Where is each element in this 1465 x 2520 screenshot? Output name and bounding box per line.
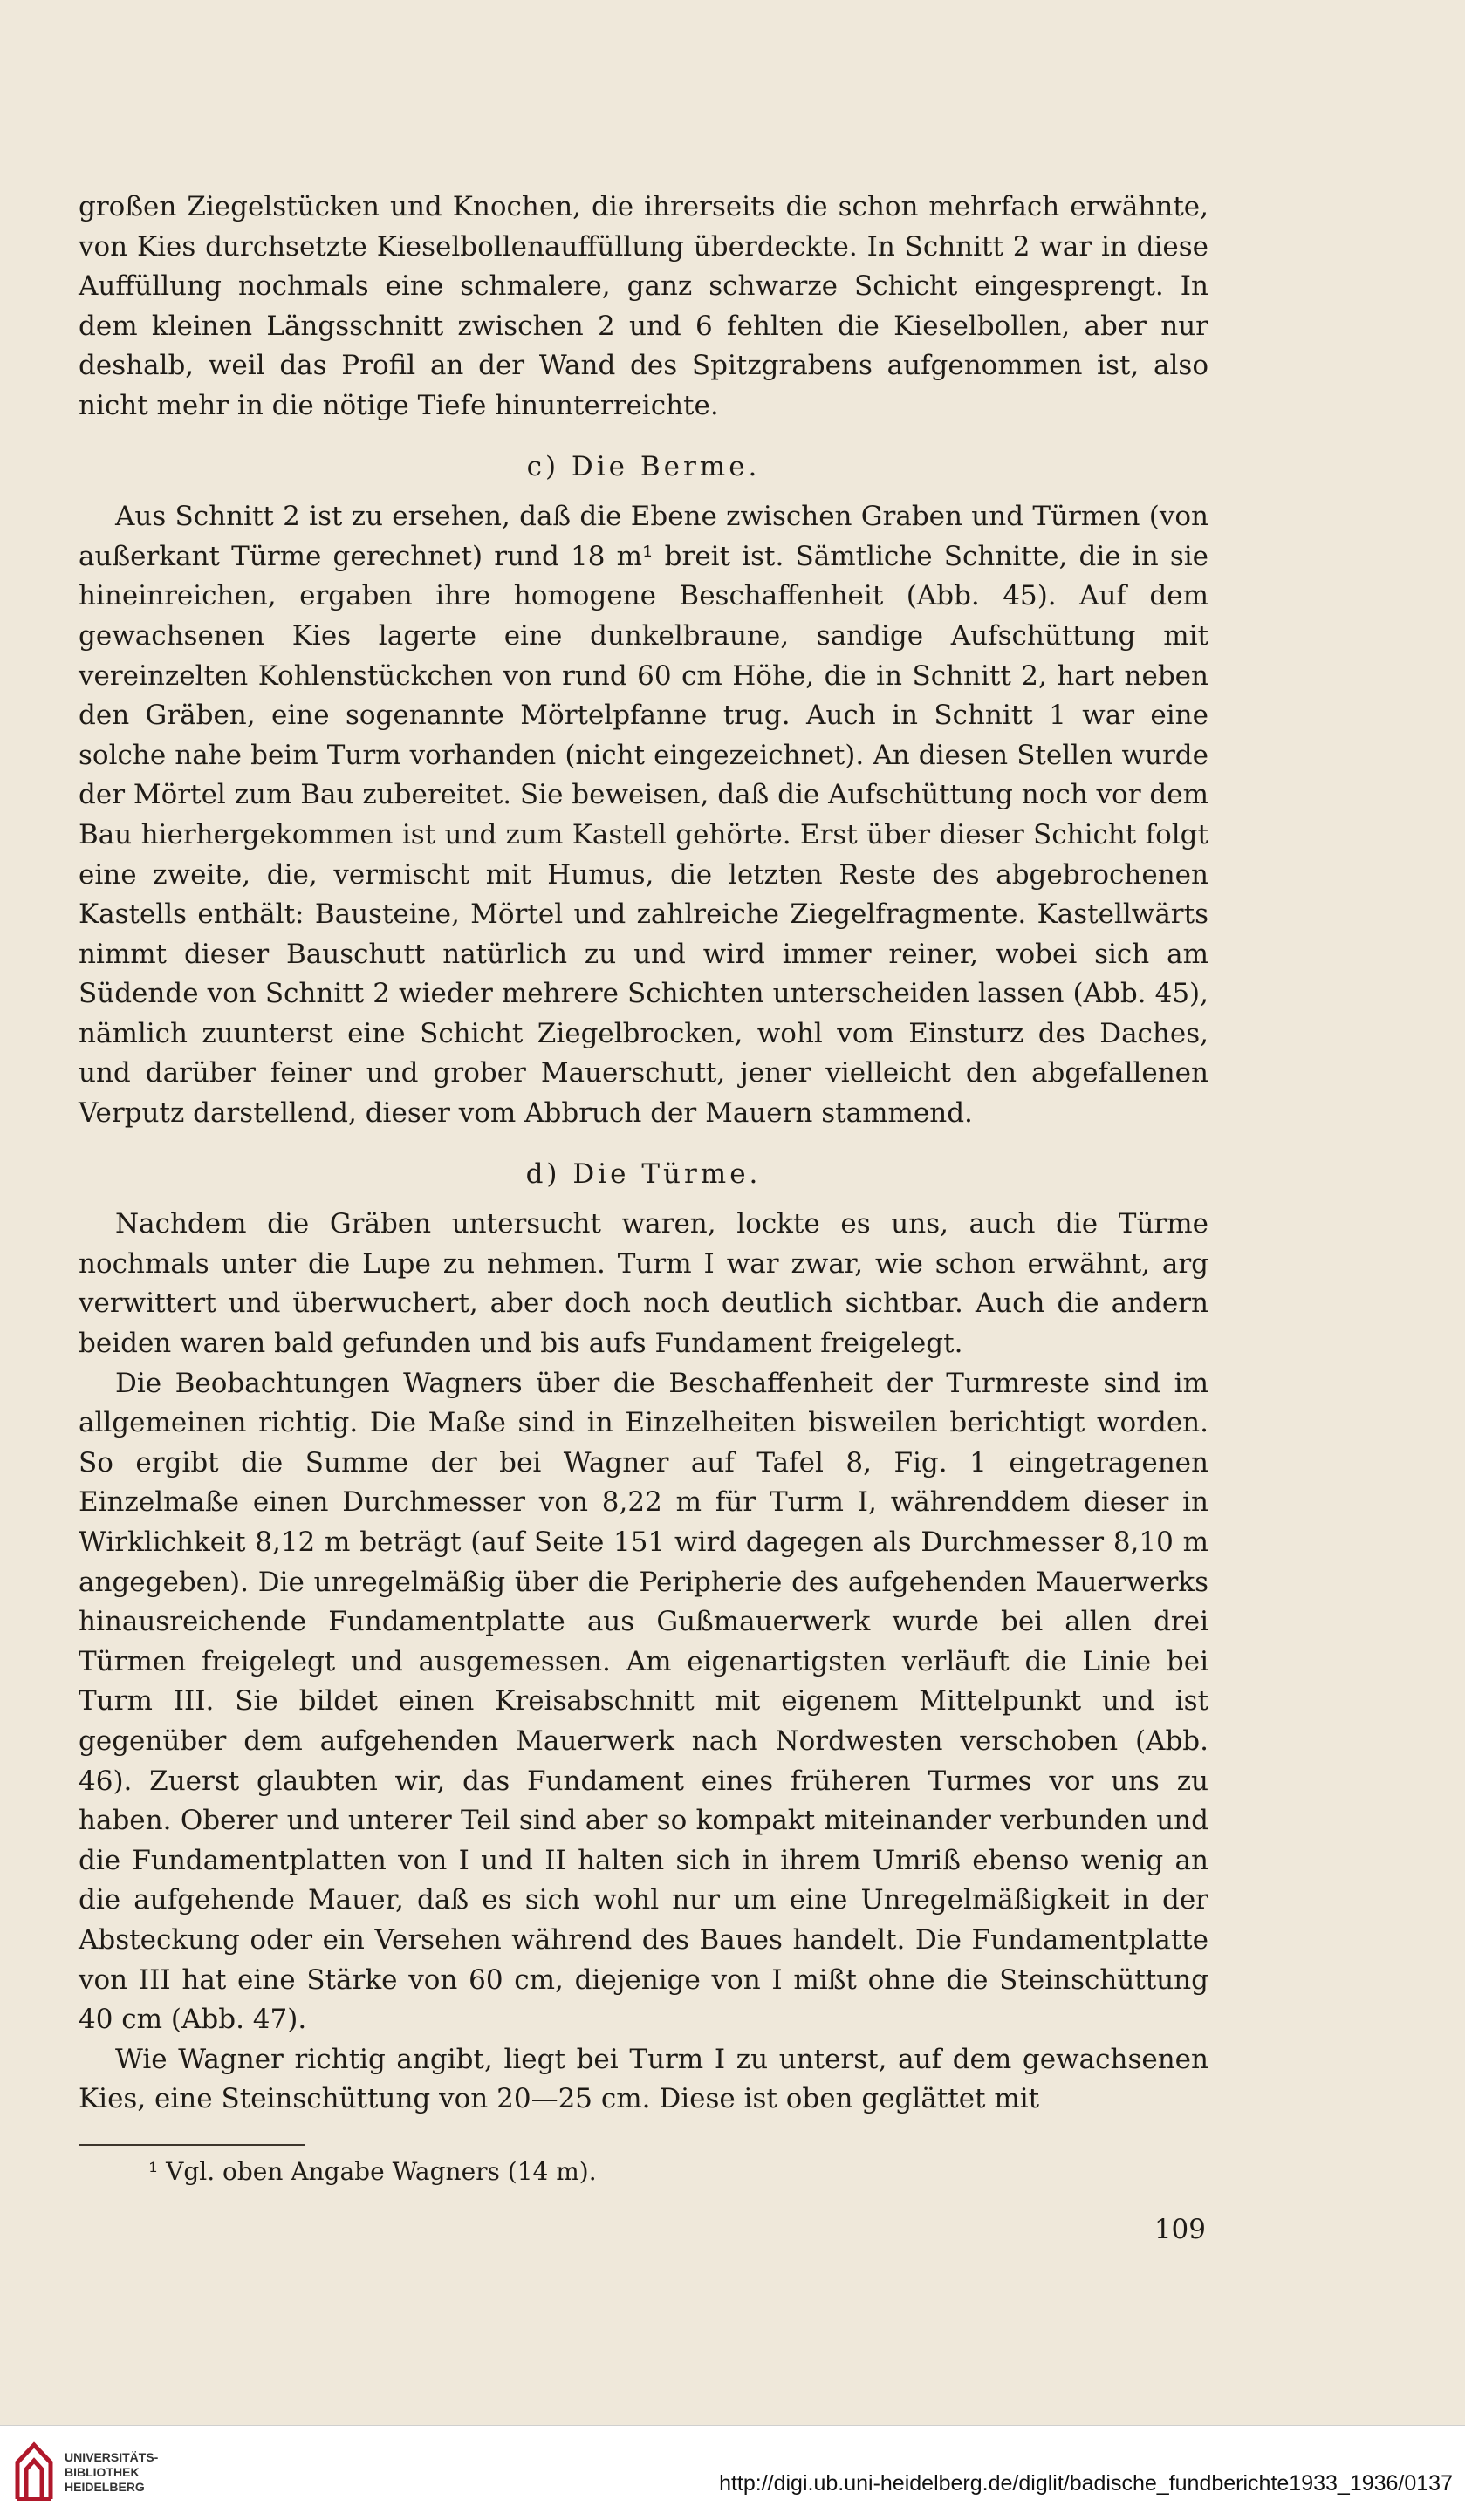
library-name-line-2: BIBLIOTHEK	[65, 2465, 140, 2479]
tuerme-paragraph-1: Nachdem die Gräben untersucht waren, lockte es uns, auch die Türme nochmals unter die Lupe zu nehmen. Turm I war zwar, wie schon erwähnt, arg verwittert und überwuchert, aber doch noch deutlich sichtbar. Auch die andern beiden waren bald gefunden und bis aufs Fundament freigelegt.	[79, 1208, 1208, 1360]
university-library-logo-icon	[14, 2441, 54, 2503]
library-name	[65, 2450, 158, 2495]
library-name-line-1: UNIVERSITÄTS-	[65, 2450, 159, 2464]
section-heading-berme: c) Die Berme.	[526, 450, 761, 482]
footnote-rule	[79, 2144, 305, 2146]
source-url-link[interactable]: http://digi.ub.uni-heidelberg.de/diglit/badische_fundberichte1933_1936/0137	[719, 2471, 1453, 2496]
digital-library-footer	[0, 2425, 1465, 2520]
intro-paragraph: großen Ziegelstücken und Knochen, die ihrerseits die schon mehrfach erwähnte, von Kies durchsetzte Kieselbollenauffüllung überdeckte. In Schnitt 2 war in diese Auffüllung nochmals eine schmalere, ganz schwarze Schicht eingesprengt. In dem kleinen Längsschnitt zwischen 2 und 6 fehlten die Kieselbollen, aber nur deshalb, weil das Profil an der Wand des Spitzgrabens aufgenommen ist, also nicht mehr in die nötige Tiefe hinunterreichte.	[79, 191, 1208, 421]
body-text	[79, 188, 1208, 2189]
footnote: ¹ Vgl. oben Angabe Wagners (14 m).	[148, 2156, 597, 2186]
tuerme-paragraph-3: Wie Wagner richtig angibt, liegt bei Turm I zu unterst, auf dem gewachsenen Kies, eine Steinschüttung von 20—25 cm. Diese ist oben geglättet mit	[79, 2043, 1208, 2115]
library-name-line-3: HEIDELBERG	[65, 2480, 145, 2494]
section-heading-tuerme: d) Die Türme.	[525, 1158, 762, 1190]
page-number: 109	[1154, 2214, 1206, 2245]
tuerme-paragraph-2: Die Beobachtungen Wagners über die Beschaffenheit der Turmreste sind im allgemeinen richtig. Die Maße sind in Einzelheiten bisweilen berichtigt worden. So ergibt die Summe der bei Wagner auf Tafel 8, Fig. 1 eingetragenen Einzelmaße einen Durchmesser von 8,22 m für Turm I, währenddem dieser in Wirklichkeit 8,12 m beträgt (auf Seite 151 wird dagegen als Durchmesser 8,10 m angegeben). Die unregelmäßig über die Peripherie des aufgehenden Mauerwerks hinausreichende Fundamentplatte aus Gußmauerwerk wurde bei allen drei Türmen freigelegt und ausgemessen. Am eigenartigsten verläuft die Linie bei Turm III. Sie bildet einen Kreisabschnitt mit eigenem Mittelpunkt und ist gegenüber dem aufgehenden Mauerwerk nach Nordwesten verschoben (Abb. 46). Zuerst glaubten wir, das Fundament eines früheren Turmes vor uns zu haben. Oberer und unterer Teil sind aber so kompakt miteinander verbunden und die Fundamentplatten von I und II halten sich in ihrem Umriß ebenso wenig an die aufgehende Mauer, daß es sich wohl nur um eine Unregelmäßigkeit in der Absteckung oder ein Versehen während des Baues handelt. Die Fundamentplatte von III hat eine Stärke von 60 cm, diejenige von I mißt ohne die Steinschüttung 40 cm (Abb. 47).	[79, 1367, 1208, 2036]
berme-paragraph: Aus Schnitt 2 ist zu ersehen, daß die Ebene zwischen Graben und Türmen (von außerkant Türme gerechnet) rund 18 m¹ breit ist. Sämtliche Schnitte, die in sie hineinreichen, ergaben ihre homogene Beschaffenheit (Abb. 45). Auf dem gewachsenen Kies lagerte eine dunkelbraune, sandige Aufschüttung mit vereinzelten Kohlenstückchen von rund 60 cm Höhe, die in Schnitt 2, hart neben den Gräben, eine sogenannte Mörtelpfanne trug. Auch in Schnitt 1 war eine solche nahe beim Turm vorhanden (nicht eingezeichnet). An diesen Stellen wurde der Mörtel zum Bau zubereitet. Sie beweisen, daß die Aufschüttung noch vor dem Bau hierhergekommen ist und zum Kastell gehörte. Erst über dieser Schicht folgt eine zweite, die, vermischt mit Humus, die letzten Reste des abgebrochenen Kastells enthält: Bausteine, Mörtel und zahlreiche Ziegelfragmente. Kastellwärts nimmt dieser Bauschutt natürlich zu und wird immer reiner, wobei sich am Südende von Schnitt 2 wieder mehrere Schichten unterscheiden lassen (Abb. 45), nämlich zuunterst eine Schicht Ziegelbrocken, wohl vom Einsturz des Daches, und darüber feiner und grober Mauerschutt, jener vielleicht den abgefallenen Verputz darstellend, dieser vom Abbruch der Mauern stammend.	[79, 501, 1208, 1130]
